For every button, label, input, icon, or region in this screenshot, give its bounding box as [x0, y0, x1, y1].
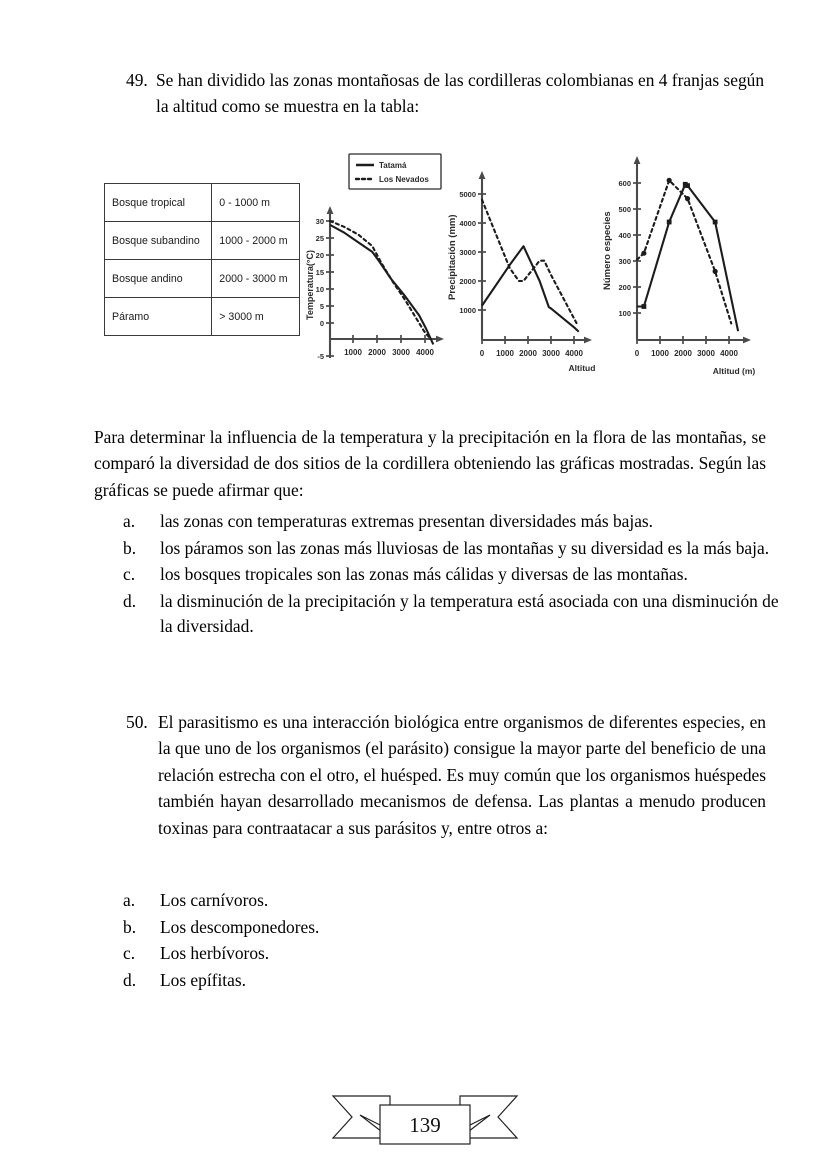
xtick-3000: 3000 — [697, 349, 715, 358]
ytick-5000: 5000 — [459, 190, 476, 199]
ribbon-banner — [330, 1088, 520, 1154]
ytick-10: 10 — [315, 285, 324, 294]
xtick-4000: 4000 — [565, 349, 583, 358]
chart-temperatura-svg — [304, 150, 454, 390]
option-b[interactable] — [123, 915, 783, 941]
question-49-options — [123, 509, 783, 641]
table-cell-range: 0 - 1000 m — [212, 184, 300, 222]
option-letter: d. — [123, 969, 137, 990]
table-row — [105, 222, 300, 260]
table-cell-range: > 3000 m — [212, 298, 300, 336]
legend-label-tatama: Tatamá — [379, 161, 407, 170]
chart-numero-especies — [599, 150, 766, 395]
data-point-marker — [685, 183, 690, 188]
ytick-15: 15 — [315, 268, 324, 277]
table-cell-range: 2000 - 3000 m — [212, 260, 300, 298]
option-b[interactable] — [123, 536, 783, 562]
question-49-prompt: Para determinar la influencia de la temperatura y la precipitación en la flora de las montañas, se comparó la diversidad de dos sitios de la cordillera obteniendo las gráficas mostradas. Según las gráficas se puede afirmar que: — [94, 427, 766, 500]
chart-legend — [349, 154, 441, 189]
ytick-30: 30 — [315, 217, 324, 226]
option-a[interactable] — [123, 888, 783, 914]
legend-label-los-nevados: Los Nevados — [379, 175, 429, 184]
question-49-number: 49. — [126, 70, 148, 90]
xtick-2000: 2000 — [674, 349, 692, 358]
option-text: las zonas con temperaturas extremas presentan diversidades más bajas. — [160, 511, 654, 531]
ytick-0: 0 — [319, 319, 324, 328]
data-point-marker — [713, 269, 718, 274]
option-c[interactable] — [123, 941, 783, 967]
chart-precipitacion-svg — [444, 150, 604, 390]
question-49-stem-text: Se han dividido las zonas montañosas de las cordilleras colombianas en 4 franjas según la altitud como se muestra en la tabla: — [156, 70, 765, 116]
chart-numero-especies-svg — [599, 150, 766, 395]
table-cell-zone: Páramo — [105, 298, 212, 336]
chart-precipitacion-axes — [479, 171, 592, 343]
xtick-4000: 4000 — [416, 348, 434, 357]
chart-precipitacion-ylabel: Precipitación (mm) — [447, 214, 458, 300]
option-text: la disminución de la precipitación y la temperatura está asociada con una disminución de la diversidad. — [160, 590, 779, 637]
ytick-4000: 4000 — [459, 219, 476, 228]
ytick-200: 200 — [618, 283, 631, 292]
ytick-400: 400 — [618, 231, 631, 240]
ytick-25: 25 — [315, 234, 324, 243]
ytick-5: 5 — [319, 302, 324, 311]
figure-altitud-diversidad — [96, 150, 766, 398]
ytick-600: 600 — [618, 179, 631, 188]
chart-temperatura — [304, 150, 454, 390]
chart-temperatura-ylabel: Temperatura(°C) — [305, 250, 315, 320]
ytick-1000: 1000 — [459, 306, 476, 315]
page-footer-ribbon — [330, 1088, 520, 1154]
franja-table — [104, 183, 300, 336]
page-number: 139 — [409, 1113, 441, 1137]
ytick-3000: 3000 — [459, 248, 476, 257]
chart-numero-especies-xlabel: Altitud (m) — [712, 366, 756, 376]
option-letter: a. — [123, 890, 136, 910]
series-los-nevados-temperatura — [330, 221, 429, 337]
data-point-marker — [667, 220, 672, 225]
xtick-1000: 1000 — [344, 348, 362, 357]
option-text: Los epífitas. — [160, 969, 246, 990]
chart-numero-especies-xticks — [635, 336, 756, 376]
question-50-options — [123, 888, 783, 994]
series-tatama-numero-especies — [637, 184, 738, 331]
question-50-number: 50. — [126, 712, 148, 732]
series-tatama-temperatura — [330, 225, 433, 345]
chart-precipitacion-xticks — [480, 336, 596, 373]
option-text: los bosques tropicales son las zonas más cálidas y diversas de las montañas. — [160, 564, 688, 585]
table-row — [105, 260, 300, 298]
question-50-stem — [126, 709, 766, 841]
table-row — [105, 184, 300, 222]
ytick-100: 100 — [618, 309, 631, 318]
ytick-2000: 2000 — [459, 277, 476, 286]
data-point-marker — [667, 178, 672, 183]
question-49-stem — [126, 68, 766, 120]
chart-numero-especies-axes — [634, 156, 751, 343]
option-letter: d. — [123, 590, 137, 611]
data-point-marker — [685, 196, 690, 201]
option-letter: b. — [123, 537, 137, 558]
table-cell-zone: Bosque subandino — [105, 222, 212, 260]
ytick-300: 300 — [618, 257, 631, 266]
data-point-marker — [641, 251, 646, 256]
data-point-marker — [713, 220, 718, 225]
chart-precipitacion — [444, 150, 604, 390]
series-tatama-precipitacion — [482, 246, 579, 332]
xtick-3000: 3000 — [392, 348, 410, 357]
option-a[interactable] — [123, 509, 783, 535]
chart-precipitacion-xlabel: Altitud — [568, 363, 596, 373]
ytick-minus5: -5 — [317, 352, 324, 361]
ytick-20: 20 — [315, 251, 324, 260]
xtick-0: 0 — [634, 349, 640, 358]
option-letter: b. — [123, 916, 137, 937]
xtick-1000: 1000 — [496, 349, 514, 358]
xtick-1000: 1000 — [651, 349, 669, 358]
option-text: Los carnívoros. — [160, 890, 269, 910]
xtick-2000: 2000 — [519, 349, 537, 358]
option-letter: c. — [123, 943, 136, 964]
series-los-nevados-precipitacion — [482, 200, 576, 323]
xtick-2000: 2000 — [368, 348, 386, 357]
option-text: los páramos son las zonas más lluviosas de las montañas y su diversidad es la más baja. — [160, 537, 770, 558]
data-point-marker — [641, 304, 646, 309]
option-text: Los descomponedores. — [160, 916, 320, 937]
table-row — [105, 298, 300, 336]
option-d[interactable] — [123, 968, 783, 994]
table-cell-zone: Bosque tropical — [105, 184, 212, 222]
question-50-stem-text: El parasitismo es una interacción biológica entre organismos de diferentes especies, en la que uno de los organismos (el parásito) consigue la mayor parte del beneficio de una relación estrecha con el otro, el huésped. Es muy común que los organismos huéspedes también hayan desarrollado mecanismos de defensa. Las plantas a menudo producen toxinas para contraatacar a sus parásitos y, entre otros a: — [158, 712, 766, 838]
xtick-3000: 3000 — [542, 349, 560, 358]
chart-numero-especies-ylabel: Número especies — [602, 211, 613, 290]
option-d[interactable] — [123, 589, 783, 640]
xtick-4000: 4000 — [720, 349, 738, 358]
option-letter: c. — [123, 564, 136, 585]
table-cell-range: 1000 - 2000 m — [212, 222, 300, 260]
option-letter: a. — [123, 511, 136, 531]
option-c[interactable] — [123, 562, 783, 588]
xtick-0: 0 — [479, 349, 485, 358]
ytick-500: 500 — [618, 205, 631, 214]
series-los-nevados-numero-especies — [637, 180, 731, 323]
table-cell-zone: Bosque andino — [105, 260, 212, 298]
option-text: Los herbívoros. — [160, 943, 270, 964]
